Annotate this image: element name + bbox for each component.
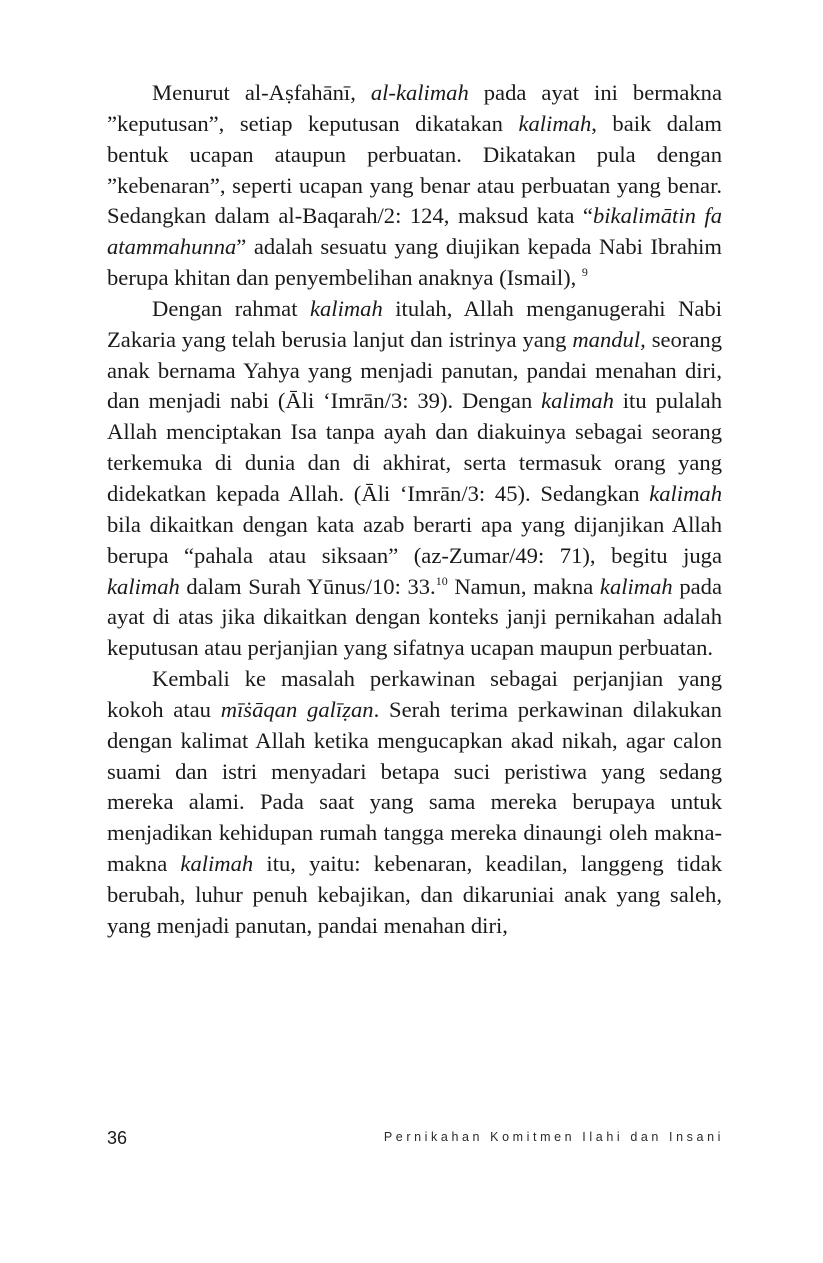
- paragraph-1: [107, 78, 722, 294]
- running-title: Pernikahan Komitmen Ilahi dan Insani: [383, 1130, 724, 1144]
- page-number: 36: [107, 1128, 128, 1148]
- paragraph-text: itulah, Allah menganugerahi Nabi Zakaria yang telah berusia lanjut dan istrinya yang: [107, 295, 722, 352]
- paragraph-text: Menurut al-Aṣfahānī,: [152, 80, 371, 105]
- italic-term: kalimah: [649, 480, 722, 506]
- italic-term: kalimah: [180, 851, 254, 877]
- italic-term: kalimah: [309, 295, 383, 321]
- paragraph-2: [107, 294, 722, 664]
- italic-term: mandul,: [572, 326, 646, 352]
- paragraph-text: Kembali ke masalah perkawinan sebagai perjanjian yang kokoh atau: [107, 666, 722, 722]
- paragraph-text: Dengan rahmat: [152, 295, 310, 321]
- paragraph-text: Namun, makna: [447, 573, 600, 599]
- paragraph-text: itu, yaitu: kebenaran, keadilan, langgeng tidak berubah, luhur penuh kebajikan, dan dikaruniai anak yang saleh, yang menjadi panutan, pandai menahan diri,: [107, 851, 722, 938]
- paragraph-text: , baik dalam bentuk ucapan ataupun perbuatan. Dikatakan pula dengan ”kebenaran”, seperti ucapan yang benar atau perbuatan yang benar. Sedangkan dalam al-Baqarah/2: 124, maksud kata “: [107, 110, 722, 229]
- italic-term: kalimah: [541, 388, 614, 414]
- italic-term: kalimah: [107, 573, 180, 599]
- italic-term: kalimah: [518, 110, 592, 136]
- paragraph-text: ” adalah sesuatu yang diujikan kepada Nabi Ibrahim berupa khitan dan penyembelihan anaknya (Ismail),: [107, 234, 722, 291]
- italic-term: mīṡāqan galīẓan: [220, 696, 374, 722]
- paragraph-text: itu pulalah Allah menciptakan Isa tanpa ayah dan diakuinya sebagai seorang terkemuka di dunia dan di akhirat, serta termasuk orang yang didekatkan kepada Allah. (Āli ‘Imrān/3: 45). Sedangkan: [107, 388, 722, 506]
- page-footer: [107, 1124, 724, 1154]
- italic-term: bikalimātin fa atammahunna: [107, 203, 722, 260]
- paragraph-text: . Serah terima perkawinan dilakukan dengan kalimat Allah ketika mengucapkan akad nikah, agar calon suami dan istri menyadari betapa suci peristiwa yang sedang mereka alami. Pada saat yang sama mereka berupaya untuk menjadikan kehidupan rumah tangga mereka dinaungi oleh makna-makna: [107, 696, 722, 877]
- paragraph-text: pada ayat di atas jika dikaitkan dengan konteks janji pernikahan adalah keputusan atau perjanjian yang sifatnya ucapan maupun perbuatan.: [107, 573, 722, 661]
- paragraph-3: [107, 664, 722, 942]
- paragraph-text: seorang anak bernama Yahya yang menjadi panutan, pandai menahan diri, dan menjadi nabi (Āli ‘Imrān/3: 39). Dengan: [107, 326, 722, 414]
- paragraph-text: dalam Surah Yūnus/10: 33.: [179, 573, 436, 599]
- italic-term: kalimah: [599, 573, 673, 599]
- paragraph-text: pada ayat ini bermakna ”keputusan”, setiap keputusan dikatakan: [107, 80, 722, 136]
- footnote-ref-10: 10: [435, 573, 448, 588]
- paragraph-text: bila dikaitkan dengan kata azab berarti apa yang dijanjikan Allah berupa “pahala atau siksaan” (az-Zumar/49: 71), begitu juga: [107, 511, 722, 568]
- page-body: [107, 78, 722, 942]
- footnote-ref-9: 9: [581, 265, 588, 280]
- italic-term: al-kalimah: [370, 80, 469, 105]
